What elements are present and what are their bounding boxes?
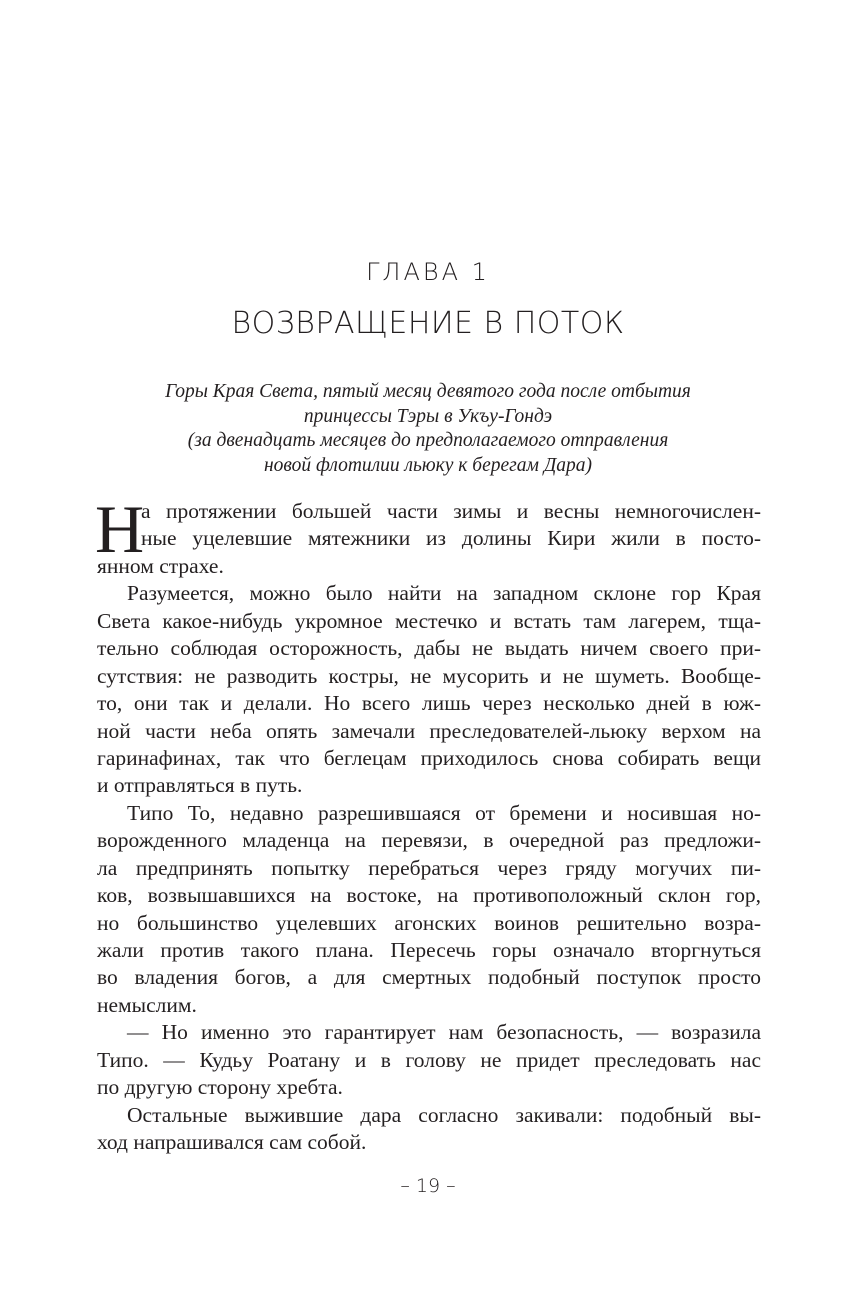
text-line: янном страхе. — [97, 553, 224, 578]
text-line: Типо То, недавно разрешившаяся от бремени и носившая но- — [127, 800, 761, 825]
text-line: ла предпринять попытку перебраться через гряду могучих пи- — [97, 855, 761, 880]
text-line: Света какое-нибудь укромное местечко и встать там лагерем, тща- — [97, 608, 761, 633]
body-text — [95, 491, 761, 1157]
text-line: немыслим. — [97, 992, 197, 1017]
page-number: – 19 – — [400, 1175, 456, 1197]
epigraph-line: (за двенадцать месяцев до предполагаемого отправления — [187, 430, 669, 451]
text-line: и отправляться в путь. — [97, 773, 303, 798]
epigraph-line: новой флотилии льюку к берегам Дара) — [263, 454, 593, 476]
text-line: то, они так и делали. Но всего лишь через несколько дней в юж- — [97, 691, 761, 716]
text-line: а протяжении большей части зимы и весны немногочислен- — [141, 499, 761, 523]
text-line: ход напрашивался сам собой. — [97, 1130, 367, 1155]
chapter-number: ГЛАВА 1 — [366, 258, 490, 286]
text-line: во владения богов, а для смертных подобный поступок просто — [97, 965, 761, 990]
text-line: ворожденного младенца на перевязи, в очередной раз предложи- — [97, 828, 761, 853]
text-line: ной части неба опять замечали преследователей-льюку верхом на — [97, 718, 761, 743]
text-line: Остальные выжившие дара согласно закивали: подобный вы- — [127, 1102, 761, 1127]
chapter-title: ВОЗВРАЩЕНИЕ В ПОТОК — [231, 306, 625, 341]
text-line: гаринафинах, так что беглецам приходилось снова собирать вещи — [97, 745, 761, 770]
text-line: тельно соблюдая осторожность, дабы не выдать ничем своего при- — [97, 636, 761, 661]
text-line: Разумеется, можно было найти на западном склоне гор Края — [127, 581, 761, 606]
text-line: по другую сторону хребта. — [97, 1075, 343, 1100]
epigraph — [0, 380, 856, 478]
text-line: жали против такого плана. Пересечь горы означало вторгнуться — [97, 938, 761, 962]
epigraph-line: принцессы Тэры в Укъу-Гондэ — [303, 405, 553, 427]
text-line: ные уцелевшие мятежники из долины Кири жили в посто- — [141, 526, 761, 551]
text-line: — Но именно это гарантирует нам безопасность, — возразила — [127, 1020, 761, 1045]
text-line: но большинство уцелевших агонских воинов решительно возра- — [97, 910, 761, 935]
epigraph-line: Горы Края Света, пятый месяц девятого года после отбытия — [165, 381, 691, 402]
drop-cap: Н — [95, 491, 145, 567]
text-line: ков, возвышавшихся на востоке, на противоположный склон гор, — [97, 883, 761, 908]
text-line: сутствия: не разводить костры, не мусорить и не шуметь. Вообще- — [97, 663, 761, 688]
text-line: Типо. — Кудьу Роатану и в голову не придет преследовать нас — [97, 1047, 761, 1072]
